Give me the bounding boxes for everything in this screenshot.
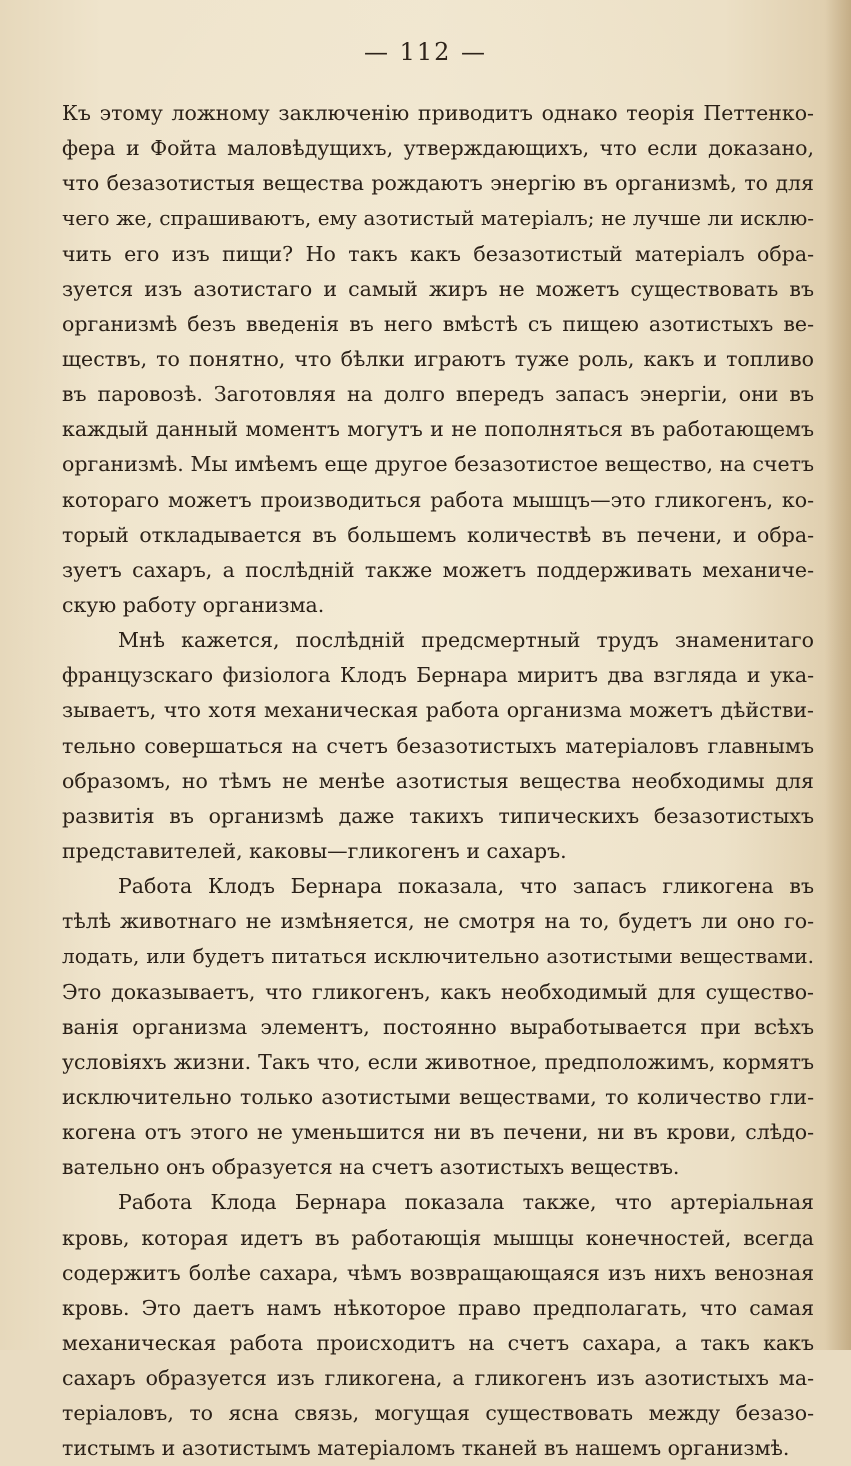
text-line: Мнѣ кажется, послѣдній предсмертный трудъ знаменитаго — [118, 628, 814, 653]
paragraph — [62, 623, 814, 869]
text-line: кровь. Это даетъ намъ нѣкоторое право предполагать, что самая — [62, 1295, 814, 1320]
text-line: образомъ, но тѣмъ не менѣе азотистыя вещества необходимы для — [62, 768, 814, 793]
text-line: исключительно только азотистыми веществами, то количество гли- — [62, 1084, 814, 1109]
text-line: зуется изъ азотистаго и самый жиръ не можетъ существовать въ — [62, 276, 814, 301]
text-line: Къ этому ложному заключенію приводитъ однако теорія Петтенко- — [62, 101, 814, 125]
page-edge-shadow — [825, 0, 851, 1350]
text-line: каждый данный моментъ могутъ и не пополняться въ работающемъ — [62, 417, 814, 442]
text-line: Работа Клодъ Бернара показала, что запасъ гликогена въ — [118, 874, 814, 899]
text-line: фера и Фойта маловѣдущихъ, утверждающихъ, что если доказано, — [62, 136, 814, 161]
text-line: чего же, спрашиваютъ, ему азотистый матеріалъ; не лучше ли исклю- — [62, 206, 814, 231]
text-line: что безазотистыя вещества рождаютъ энергію въ организмѣ, то для — [62, 171, 814, 196]
text-line: организмѣ. Мы имѣемъ еще другое безазотистое вещество, на счетъ — [62, 452, 814, 477]
page-number: — 112 — — [363, 38, 488, 66]
text-line: кровь, которая идетъ въ работающія мышцы конечностей, всегда — [62, 1225, 814, 1250]
text-line: зываетъ, что хотя механическая работа организма можетъ дѣйстви- — [62, 698, 814, 723]
paragraph — [62, 869, 814, 1185]
paragraph — [62, 96, 814, 623]
text-line: зуетъ сахаръ, а послѣдній также можетъ поддерживать механиче- — [62, 557, 814, 582]
text-line: торый откладывается въ большемъ количествѣ въ печени, и обра- — [62, 522, 814, 547]
text-line: содержитъ болѣе сахара, чѣмъ возвращающаяся изъ нихъ венозная — [62, 1260, 814, 1285]
text-line: вательно онъ образуется на счетъ азотистыхъ веществъ. — [62, 1155, 680, 1180]
page-body-text — [62, 96, 814, 1466]
text-line: французскаго физіолога Клодъ Бернара миритъ два взгляда и ука- — [62, 663, 814, 688]
text-line: теріаловъ, то ясна связь, могущая существовать между безазо- — [62, 1401, 814, 1426]
text-line: развитія въ организмѣ даже такихъ типическихъ безазотистыхъ — [62, 803, 814, 828]
text-line: представителей, каковы—гликогенъ и сахаръ. — [62, 838, 567, 863]
text-line: тистымъ и азотистымъ матеріаломъ тканей въ нашемъ организмѣ. — [62, 1436, 790, 1461]
text-line: условіяхъ жизни. Такъ что, если животное, предположимъ, кормятъ — [62, 1049, 814, 1074]
text-line: тельно совершаться на счетъ безазотистыхъ матеріаловъ главнымъ — [62, 733, 814, 758]
text-line: скую работу организма. — [62, 592, 325, 617]
text-line: котораго можетъ производиться работа мышцъ—это гликогенъ, ко- — [62, 487, 814, 512]
text-line: тѣлѣ животнаго не измѣняется, не смотря на то, будетъ ли оно го- — [62, 909, 814, 934]
text-line: лодать, или будетъ питаться исключительно азотистыми веществами. — [62, 944, 814, 969]
text-line: Это доказываетъ, что гликогенъ, какъ необходимый для существо- — [62, 979, 814, 1004]
text-line: ванія организма элементъ, постоянно выработывается при всѣхъ — [62, 1014, 814, 1039]
text-line: сахаръ образуется изъ гликогена, а гликогенъ изъ азотистыхъ ма- — [62, 1366, 814, 1391]
text-line: чить его изъ пищи? Но такъ какъ безазотистый матеріалъ обра- — [62, 241, 814, 266]
text-line: организмѣ безъ введенія въ него вмѣстѣ съ пищею азотистыхъ ве- — [62, 311, 814, 336]
paragraph — [62, 1185, 814, 1466]
text-line: когена отъ этого не уменьшится ни въ печени, ни въ крови, слѣдо- — [62, 1120, 814, 1145]
text-line: ществъ, то понятно, что бѣлки играютъ туже роль, какъ и топливо — [62, 346, 814, 371]
text-line: механическая работа происходитъ на счетъ сахара, а такъ какъ — [62, 1330, 814, 1355]
text-line: въ паровозѣ. Заготовляя на долго впередъ запасъ энергіи, они въ — [62, 382, 814, 407]
text-line: Работа Клода Бернара показала также, что артеріальная — [118, 1190, 814, 1215]
